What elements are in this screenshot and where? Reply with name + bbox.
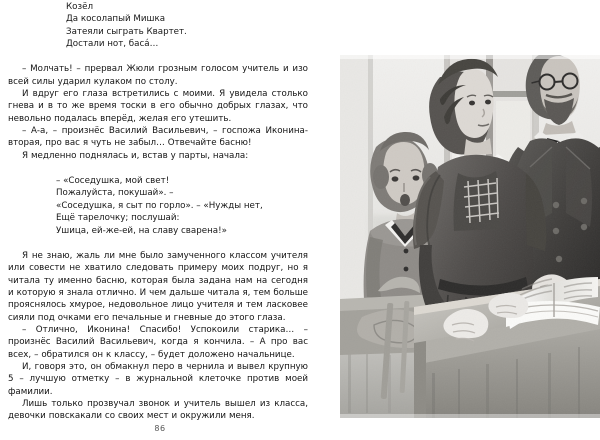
verse-line: Затеяли сыграть Квартет. [66,26,187,37]
verse-line: Пожалуйста, покушай». – [56,188,174,199]
verse-block-middle [8,175,308,237]
verse-line: Ушица, ей-же-ей, на славу сварена!» [56,225,227,236]
paper-grain [340,55,600,418]
edge-fade-bottom [340,414,600,418]
verse-line: «Соседушка, я сыт по горло». – «Нужды нет, [56,200,263,211]
body-paragraph: И, говоря это, он обмакнул перо в чернила и вывел крупную 5 – лучшую отметку – в журнальной клеточке против моей фамилии. [8,361,308,397]
verse-line: Ещё тарелочку; послушай: [56,213,180,224]
body-paragraph: – Молчать! – прервал Жюли грозным голосом учитель и изо всей силы ударил кулаком по столу. [8,64,308,87]
body-paragraph: – А-а, – произнёс Василий Васильевич, – госпожа Иконина-вторая, про вас я чуть не забыл… Отвечайте басню! [8,126,308,149]
spacer [8,50,308,63]
spacer [8,237,308,250]
body-paragraph: Лишь только прозвучал звонок и учитель вышел из класса, девочки повскакали со своих мест и окружили меня. [8,398,308,422]
spacer [8,162,308,175]
page-number: 86 [154,424,166,433]
verse-line: – «Соседушка, мой свет! [56,176,170,187]
body-paragraph: Я не знаю, жаль ли мне было замученного классом учителя или совести не хватило следовать примеру моих подруг, но я читала ту именно басню, которая была задана нам на сегодня и которую я знала отлично. И чем дальше читала я, тем больше прояснялось хмурое, недовольное лицо учителя и тем ласковее сияли под очками его печальные и гневные до этого глаза. [8,250,308,323]
chapter-illustration [340,55,600,418]
body-paragraph: Я медленно поднялась и, встав у парты, начала: [22,150,249,161]
body-paragraph: – Отлично, Иконина! Спасибо! Успокоили старика… – произнёс Василий Васильевич, когда я кончила. – А про вас всех, – обратился он к классу, – будет доложено начальнице. [8,324,308,360]
edge-fade-top [340,55,600,59]
verse-line: Да косолапый Мишка [66,14,166,25]
verse-block-top [8,0,308,50]
verse-line: Козёл [66,2,93,12]
body-paragraph: И вдруг его глаза встретились с моими. Я увидела столько гнева и в то же время тоски в его обычно добрых глазах, что невольно подалась вперёд, желая его утешить. [8,89,308,124]
verse-line: Достали нот, басá… [66,39,159,50]
illustration-artwork [340,55,600,418]
